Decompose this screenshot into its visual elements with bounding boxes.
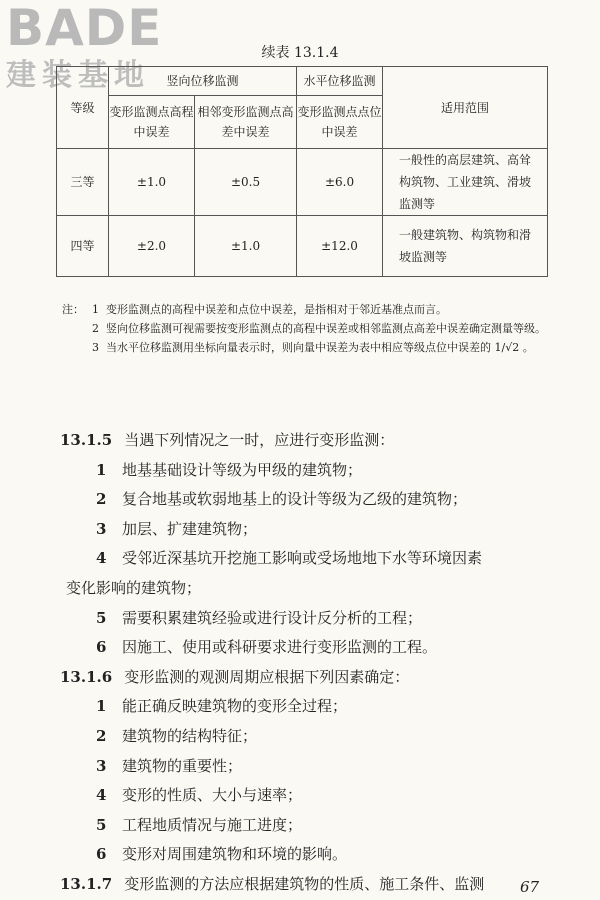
header-vertical: 竖向位移监测	[109, 67, 297, 96]
note-text: 竖向位移监测可视需要按变形监测点的高程中误差或相邻监测点高差中误差确定测量等级。	[106, 322, 546, 335]
list-item: 6 变形对周围建筑物和环境的影响。	[96, 845, 348, 864]
clause-number: 13.1.7	[60, 874, 113, 893]
clause-number: 13.1.5	[60, 431, 113, 449]
position-error-cell: ±12.0	[297, 216, 383, 277]
note-item	[62, 319, 562, 338]
clause-heading	[60, 870, 556, 900]
header-scope: 适用范围	[383, 67, 548, 149]
position-error-cell: ±6.0	[297, 149, 383, 216]
logo-wordmark: BADE	[6, 0, 163, 57]
note-number: 1	[92, 303, 99, 316]
list-item: 5 工程地质情况与施工进度；	[96, 815, 303, 834]
note-item	[62, 338, 562, 357]
scope-cell: 一般性的高层建筑、高耸构筑物、工业建筑、滑坡监测等	[383, 149, 548, 216]
note-number: 2	[92, 322, 99, 335]
logo-subtitle: 建装基地	[6, 58, 150, 93]
header-horizontal: 水平位移监测	[297, 67, 383, 96]
note-item	[62, 300, 562, 319]
subheader-horiz-point: 变形监测点点位中误差	[297, 96, 383, 149]
note-label: 注：	[62, 303, 84, 316]
table-title: 续表 13.1.4	[261, 45, 339, 61]
note-text: 变形监测点的高程中误差和点位中误差，是指相对于邻近基准点而言。	[106, 303, 447, 316]
list-item: 5 需要积累建筑经验或进行设计反分析的工程；	[96, 608, 423, 627]
adjacent-error-cell: ±1.0	[195, 216, 297, 277]
clause-text: 当遇下列情况之一时，应进行变形监测：	[124, 431, 395, 449]
table-row	[57, 216, 548, 277]
precision-table	[56, 66, 548, 277]
subheader-vert-point: 变形监测点高程中误差	[109, 96, 195, 149]
scope-cell: 一般建筑物、构筑物和滑坡监测等	[383, 216, 548, 277]
clause-text: 变形监测的方法应根据建筑物的性质、施工条件、监测	[124, 874, 485, 893]
table-notes	[62, 300, 562, 357]
clause-heading	[60, 426, 556, 456]
subheader-vert-adjacent: 相邻变形监测点高差中误差	[195, 96, 297, 149]
list-item: 4 变形的性质、大小与速率；	[96, 786, 303, 805]
list-item: 4 受邻近深基坑开挖施工影响或受场地地下水等环境因素	[96, 549, 483, 568]
grade-cell: 三等	[57, 149, 109, 216]
clause-heading	[60, 663, 556, 693]
list-item: 1 地基基础设计等级为甲级的建筑物；	[96, 460, 363, 479]
body-text	[60, 426, 556, 900]
header-grade: 等级	[57, 67, 109, 149]
list-item: 1 能正确反映建筑物的变形全过程；	[96, 697, 348, 716]
elevation-error-cell: ±2.0	[109, 216, 195, 277]
adjacent-error-cell: ±0.5	[195, 149, 297, 216]
list-item: 2 建筑物的结构特征；	[96, 726, 258, 745]
grade-cell: 四等	[57, 216, 109, 277]
elevation-error-cell: ±1.0	[109, 149, 195, 216]
note-number: 3	[92, 341, 99, 354]
list-item: 3 加层、扩建建筑物；	[96, 519, 258, 538]
note-text: 当水平位移监测用坐标向量表示时，则向量中误差为表中相应等级点位中误差的 1/√2 。	[106, 341, 534, 354]
clause-number: 13.1.6	[60, 667, 113, 686]
page-number: 67	[520, 878, 540, 896]
list-item: 2 复合地基或软弱地基上的设计等级为乙级的建筑物；	[96, 490, 468, 509]
clause-text: 变形监测的观测周期应根据下列因素确定：	[124, 667, 410, 686]
table-row	[57, 149, 548, 216]
list-item: 6 因施工、使用或科研要求进行变形监测的工程。	[96, 638, 438, 657]
list-item-continuation: 变化影响的建筑物；	[66, 578, 202, 597]
list-item: 3 建筑物的重要性；	[96, 756, 243, 775]
